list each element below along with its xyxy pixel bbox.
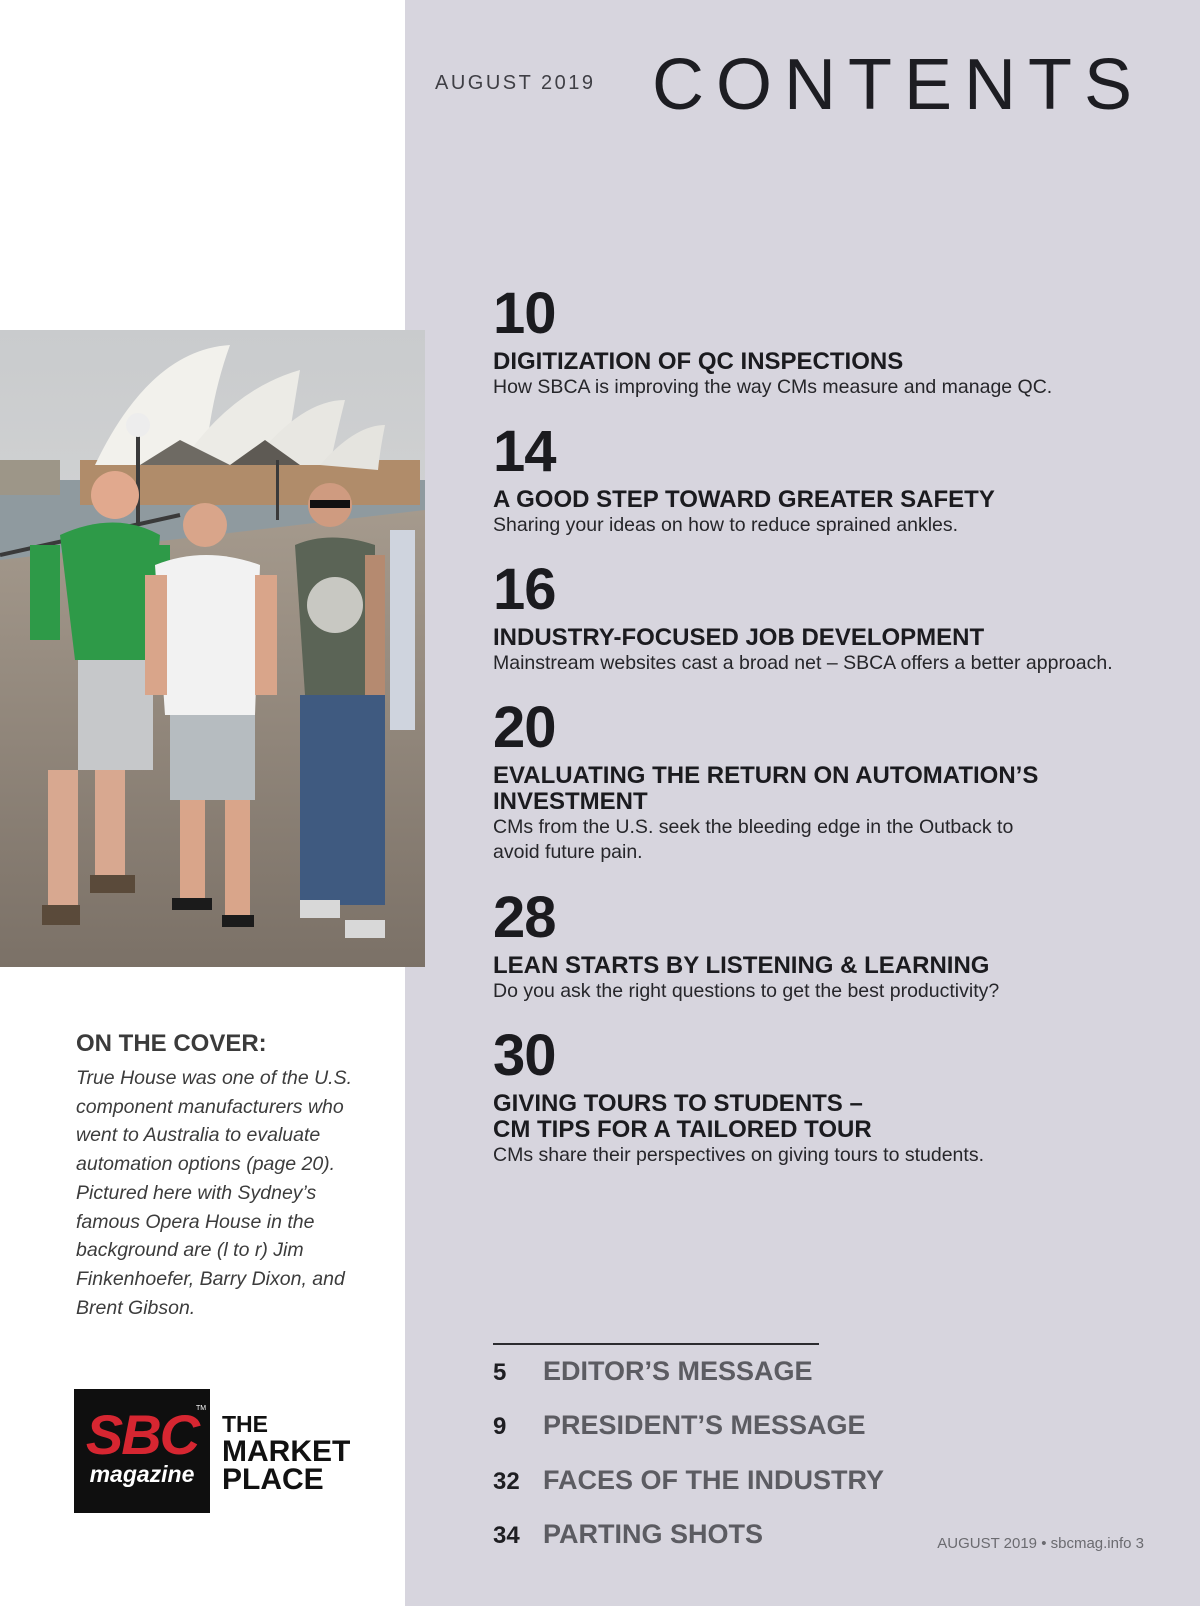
department-item[interactable]	[493, 1519, 763, 1550]
feature-description: CMs from the U.S. seek the bleeding edge in the Outback to avoid future pain.	[493, 816, 1014, 863]
logo-magazine-text: magazine	[89, 1461, 195, 1487]
department-title[interactable]: PRESIDENT’S MESSAGE	[543, 1410, 866, 1440]
feature-page-number: 20	[493, 695, 556, 760]
department-page-number: 34	[493, 1522, 520, 1549]
feature-title[interactable]: INDUSTRY-FOCUSED JOB DEVELOPMENT	[493, 624, 985, 651]
feature-description: Sharing your ideas on how to reduce sprained ankles.	[493, 514, 959, 536]
feature-title[interactable]: EVALUATING THE RETURN ON AUTOMATION’S INVESTMENT	[493, 762, 1039, 815]
department-item[interactable]	[493, 1410, 866, 1441]
page-footer: AUGUST 2019 • sbcmag.info 3	[937, 1535, 1144, 1552]
department-item[interactable]	[493, 1356, 813, 1387]
feature-entry[interactable]	[493, 557, 1143, 676]
feature-page-number: 30	[493, 1023, 556, 1088]
opera-house-photo-icon	[0, 330, 425, 967]
feature-entry[interactable]	[493, 419, 1143, 538]
department-page-number: 32	[493, 1468, 520, 1495]
feature-title[interactable]: LEAN STARTS BY LISTENING & LEARNING	[493, 952, 990, 979]
department-page-number: 9	[493, 1413, 507, 1440]
issue-date: AUGUST 2019	[435, 72, 596, 94]
sbc-magazine-logo	[74, 1389, 210, 1513]
feature-description: Do you ask the right questions to get the best productivity?	[493, 980, 1000, 1002]
market-place-line2: MARKET	[222, 1435, 351, 1468]
cover-caption: True House was one of the U.S. component manufacturers who went to Australia to evaluate automation options (page 20). Pictured here with Sydney’s famous Opera House in the background are (l to r) Jim Finkenhoefer, Barry Dixon, and Brent Gibson.	[76, 1067, 353, 1319]
department-item[interactable]	[493, 1465, 884, 1496]
cover-photo	[0, 330, 425, 967]
departments-divider	[493, 1343, 819, 1345]
logo-trademark: TM	[196, 1405, 207, 1412]
feature-entry[interactable]	[493, 281, 1143, 400]
department-title[interactable]: EDITOR’S MESSAGE	[543, 1356, 813, 1386]
department-title[interactable]: FACES OF THE INDUSTRY	[543, 1465, 885, 1495]
feature-page-number: 28	[493, 885, 556, 950]
feature-page-number: 14	[493, 419, 556, 484]
feature-title[interactable]: GIVING TOURS TO STUDENTS – CM TIPS FOR A TAILORED TOUR	[493, 1090, 872, 1143]
feature-description: Mainstream websites cast a broad net – SBCA offers a better approach.	[493, 652, 1113, 674]
feature-entry[interactable]	[493, 1023, 984, 1168]
market-place-title	[222, 1410, 350, 1494]
feature-description: CMs share their perspectives on giving tours to students.	[493, 1144, 984, 1166]
feature-title[interactable]: A GOOD STEP TOWARD GREATER SAFETY	[493, 486, 995, 513]
page-title: CONTENTS	[652, 45, 1144, 125]
market-place-line1: THE	[222, 1411, 268, 1437]
feature-description: How SBCA is improving the way CMs measure and manage QC.	[493, 376, 1053, 398]
feature-page-number: 10	[493, 281, 556, 346]
department-title[interactable]: PARTING SHOTS	[543, 1519, 764, 1549]
department-page-number: 5	[493, 1359, 507, 1386]
logo-sbc-text: SBC	[85, 1403, 199, 1466]
cover-heading: ON THE COVER:	[76, 1030, 267, 1057]
market-place-line3: PLACE	[222, 1463, 324, 1496]
feature-page-number: 16	[493, 557, 556, 622]
feature-entry[interactable]	[493, 885, 1143, 1004]
feature-entry[interactable]	[493, 695, 1063, 865]
feature-title[interactable]: DIGITIZATION OF QC INSPECTIONS	[493, 348, 904, 375]
